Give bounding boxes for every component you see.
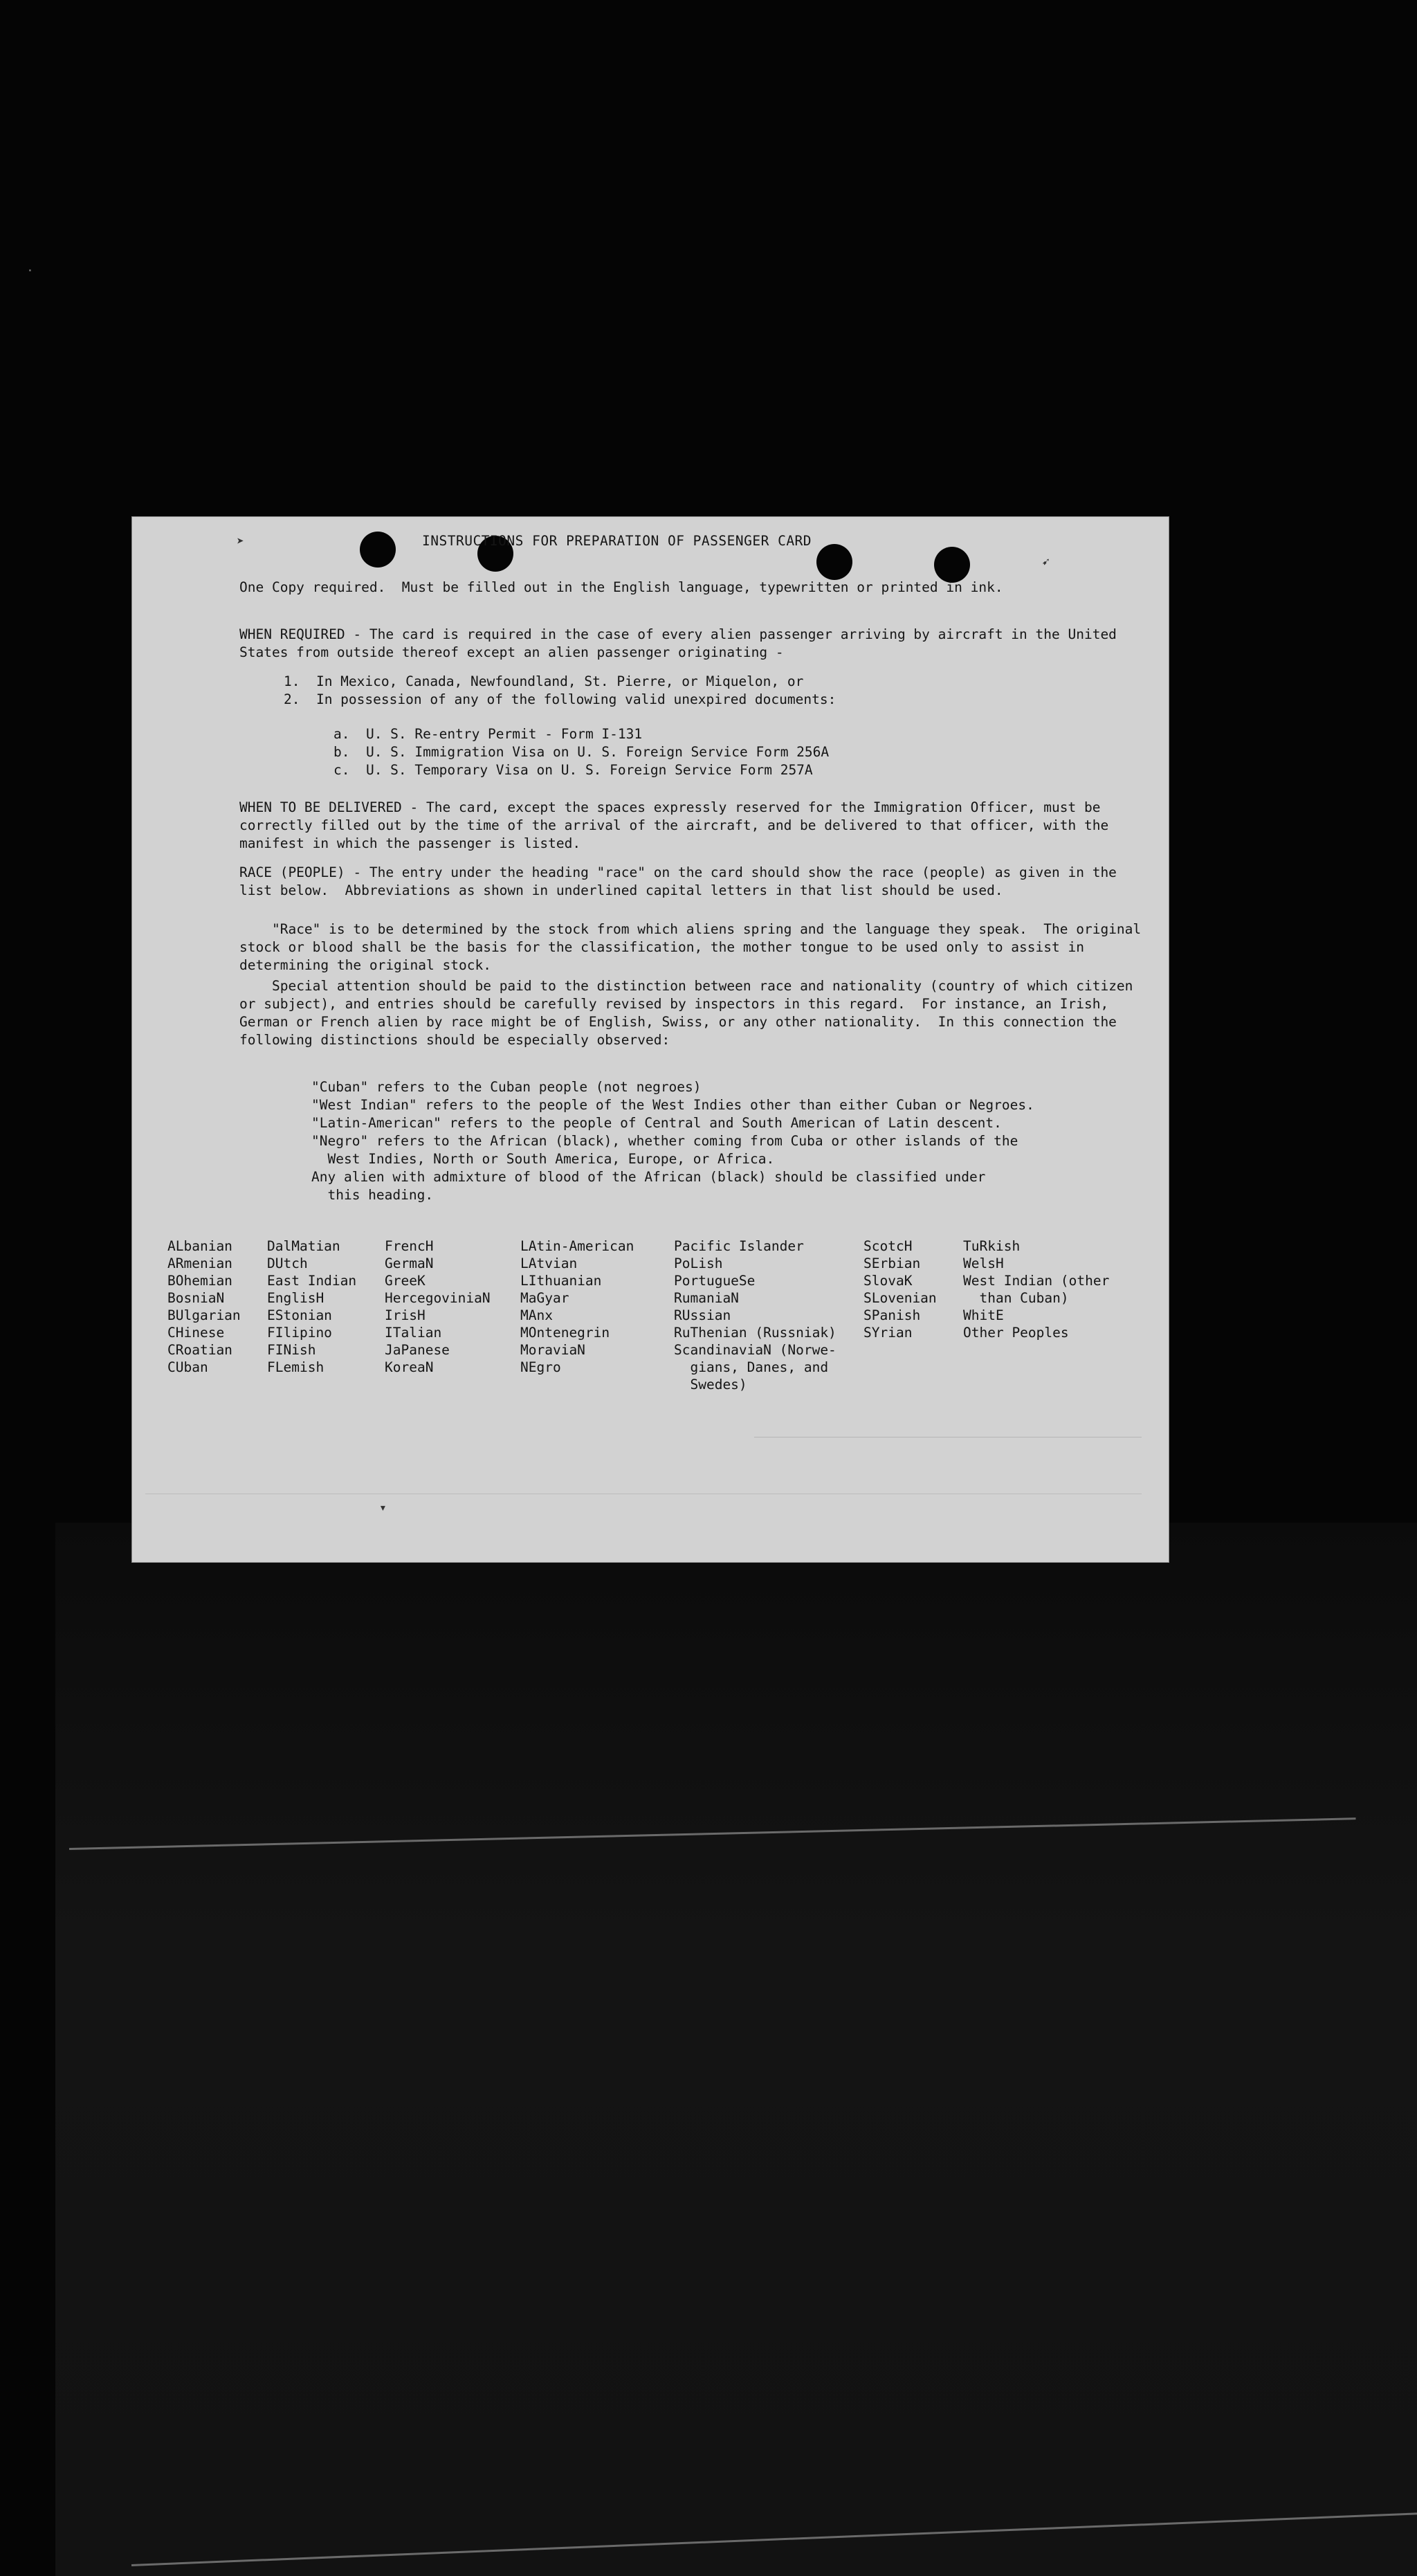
race-entry: SYrian — [863, 1325, 913, 1341]
race-entry: JaPanese — [385, 1342, 450, 1358]
scan-background-lower — [55, 1523, 1417, 2576]
distinction-line: "Latin-American" refers to the people of Central and South American of Latin descent. — [311, 1115, 1002, 1131]
distinction-line: this heading. — [311, 1187, 434, 1203]
document-item: c. U. S. Temporary Visa on U. S. Foreign Service Form 257A — [333, 762, 813, 778]
race-entry: ScandinaviaN (Norwe- — [674, 1342, 837, 1358]
distinction-line: "Cuban" refers to the Cuban people (not negroes) — [311, 1079, 702, 1095]
race-entry: Swedes) — [674, 1377, 747, 1393]
document-item: a. U. S. Re-entry Permit - Form I-131 — [333, 726, 643, 742]
race-entry: Pacific Islander — [674, 1238, 804, 1254]
race-entry: MoraviaN — [520, 1342, 585, 1358]
race-entry: ARmenian — [167, 1255, 232, 1271]
race-entry: FrencH — [385, 1238, 434, 1254]
race-entry: LAtvian — [520, 1255, 578, 1271]
race-entry: BUlgarian — [167, 1307, 241, 1323]
punch-hole — [360, 532, 396, 568]
race-entry: East Indian — [267, 1273, 357, 1289]
race-entry: CHinese — [167, 1325, 225, 1341]
race-entry: SErbian — [863, 1255, 921, 1271]
race-entry: gians, Danes, and — [674, 1359, 829, 1375]
race-entry: West Indian (other — [963, 1273, 1110, 1289]
race-list-column-3 — [385, 1237, 491, 1376]
when-required-text: WHEN REQUIRED - The card is required in the case of every alien passenger arriving by aircraft in the United States from outside thereof except an alien passenger originating - — [239, 626, 1125, 660]
race-entry: FIlipino — [267, 1325, 332, 1341]
race-entry: SlovaK — [863, 1273, 913, 1289]
race-entry: BOhemian — [167, 1273, 232, 1289]
race-entry: BosniaN — [167, 1290, 225, 1306]
race-list-column-1 — [167, 1237, 241, 1376]
race-entry: CUban — [167, 1359, 208, 1375]
race-entry: PoLish — [674, 1255, 723, 1271]
race-entry: RuThenian (Russniak) — [674, 1325, 837, 1341]
origin-item: 1. In Mexico, Canada, Newfoundland, St. Pierre, or Miquelon, or — [284, 673, 804, 689]
race-entry: ScotcH — [863, 1238, 913, 1254]
race-entry: HercegoviniaN — [385, 1290, 491, 1306]
document-item: b. U. S. Immigration Visa on U. S. Foreign Service Form 256A — [333, 744, 830, 760]
race-entry: NEgro — [520, 1359, 561, 1375]
race-paragraph: "Race" is to be determined by the stock from which aliens spring and the language they speak. The original stock or blood shall be the basis for the classification, the mother tongue to be used only to assist in determining the original stock. — [239, 921, 1149, 973]
document-title: INSTRUCTIONS FOR PREPARATION OF PASSENGER CARD — [422, 533, 812, 549]
race-paragraph: Special attention should be paid to the distinction between race and nationality (country of which citizen or subject), and entries should be carefully revised by inspectors in this regard. For instance, an Irish, German or French alien by race might be of English, Swiss, or any other nationality. In this connection the following distinctions should be especially observed: — [239, 978, 1142, 1048]
race-entry: RumaniaN — [674, 1290, 739, 1306]
race-entry: LIthuanian — [520, 1273, 602, 1289]
race-entry: than Cuban) — [963, 1290, 1069, 1306]
scan-speck: ➹ — [1042, 555, 1050, 570]
distinction-line: "West Indian" refers to the people of the West Indies other than either Cuban or Negroes. — [311, 1097, 1034, 1113]
scan-speck: . — [26, 260, 34, 275]
scan-speck: ➤ — [237, 534, 244, 549]
race-list-column-5 — [674, 1237, 837, 1393]
race-entry: SPanish — [863, 1307, 921, 1323]
scan-speck: ▾ — [379, 1500, 387, 1515]
race-entry: WelsH — [963, 1255, 1004, 1271]
race-entry: Other Peoples — [963, 1325, 1069, 1341]
race-list-column-6 — [863, 1237, 937, 1341]
race-entry: KoreaN — [385, 1359, 434, 1375]
passenger-card-instructions-page — [131, 516, 1169, 1563]
race-entry: FLemish — [267, 1359, 324, 1375]
race-entry: GreeK — [385, 1273, 426, 1289]
race-entry: RUssian — [674, 1307, 731, 1323]
race-entry: MaGyar — [520, 1290, 569, 1306]
race-list-column-4 — [520, 1237, 634, 1376]
race-entry: FINish — [267, 1342, 316, 1358]
race-list-column-2 — [267, 1237, 356, 1376]
origin-item: 2. In possession of any of the following valid unexpired documents: — [284, 691, 837, 707]
race-entry: TuRkish — [963, 1238, 1021, 1254]
punch-hole — [934, 547, 970, 583]
race-entry: ITalian — [385, 1325, 442, 1341]
race-entry: MOntenegrin — [520, 1325, 610, 1341]
race-entry: EnglisH — [267, 1290, 324, 1306]
distinction-line: West Indies, North or South America, Europe, or Africa. — [311, 1151, 775, 1167]
distinction-line: "Negro" refers to the African (black), whether coming from Cuba or other islands of the — [311, 1133, 1018, 1149]
race-entry: ALbanian — [167, 1238, 232, 1254]
race-paragraph: RACE (PEOPLE) - The entry under the heading "race" on the card should show the race (people) as given in the list below. Abbreviations as shown in underlined capital letters in that list should be used. — [239, 864, 1125, 898]
race-entry: DalMatian — [267, 1238, 340, 1254]
when-delivered-text: WHEN TO BE DELIVERED - The card, except the spaces expressly reserved for the Immigration Officer, must be correctly filled out by the time of the arrival of the aircraft, and be delivered to that officer, with the manifest in which the passenger is listed. — [239, 799, 1117, 851]
race-entry: SLovenian — [863, 1290, 937, 1306]
race-entry: EStonian — [267, 1307, 332, 1323]
race-entry: CRoatian — [167, 1342, 232, 1358]
race-list-column-7 — [963, 1237, 1109, 1341]
distinction-line: Any alien with admixture of blood of the African (black) should be classified under — [311, 1169, 986, 1185]
race-entry: MAnx — [520, 1307, 553, 1323]
race-entry: LAtin-American — [520, 1238, 634, 1254]
race-entry: DUtch — [267, 1255, 308, 1271]
race-entry: IrisH — [385, 1307, 426, 1323]
intro-text: One Copy required. Must be filled out in the English language, typewritten or printed in ink. — [239, 579, 1003, 595]
race-entry: WhitE — [963, 1307, 1004, 1323]
race-entry: GermaN — [385, 1255, 434, 1271]
punch-hole — [816, 544, 852, 580]
race-entry: PortugueSe — [674, 1273, 756, 1289]
